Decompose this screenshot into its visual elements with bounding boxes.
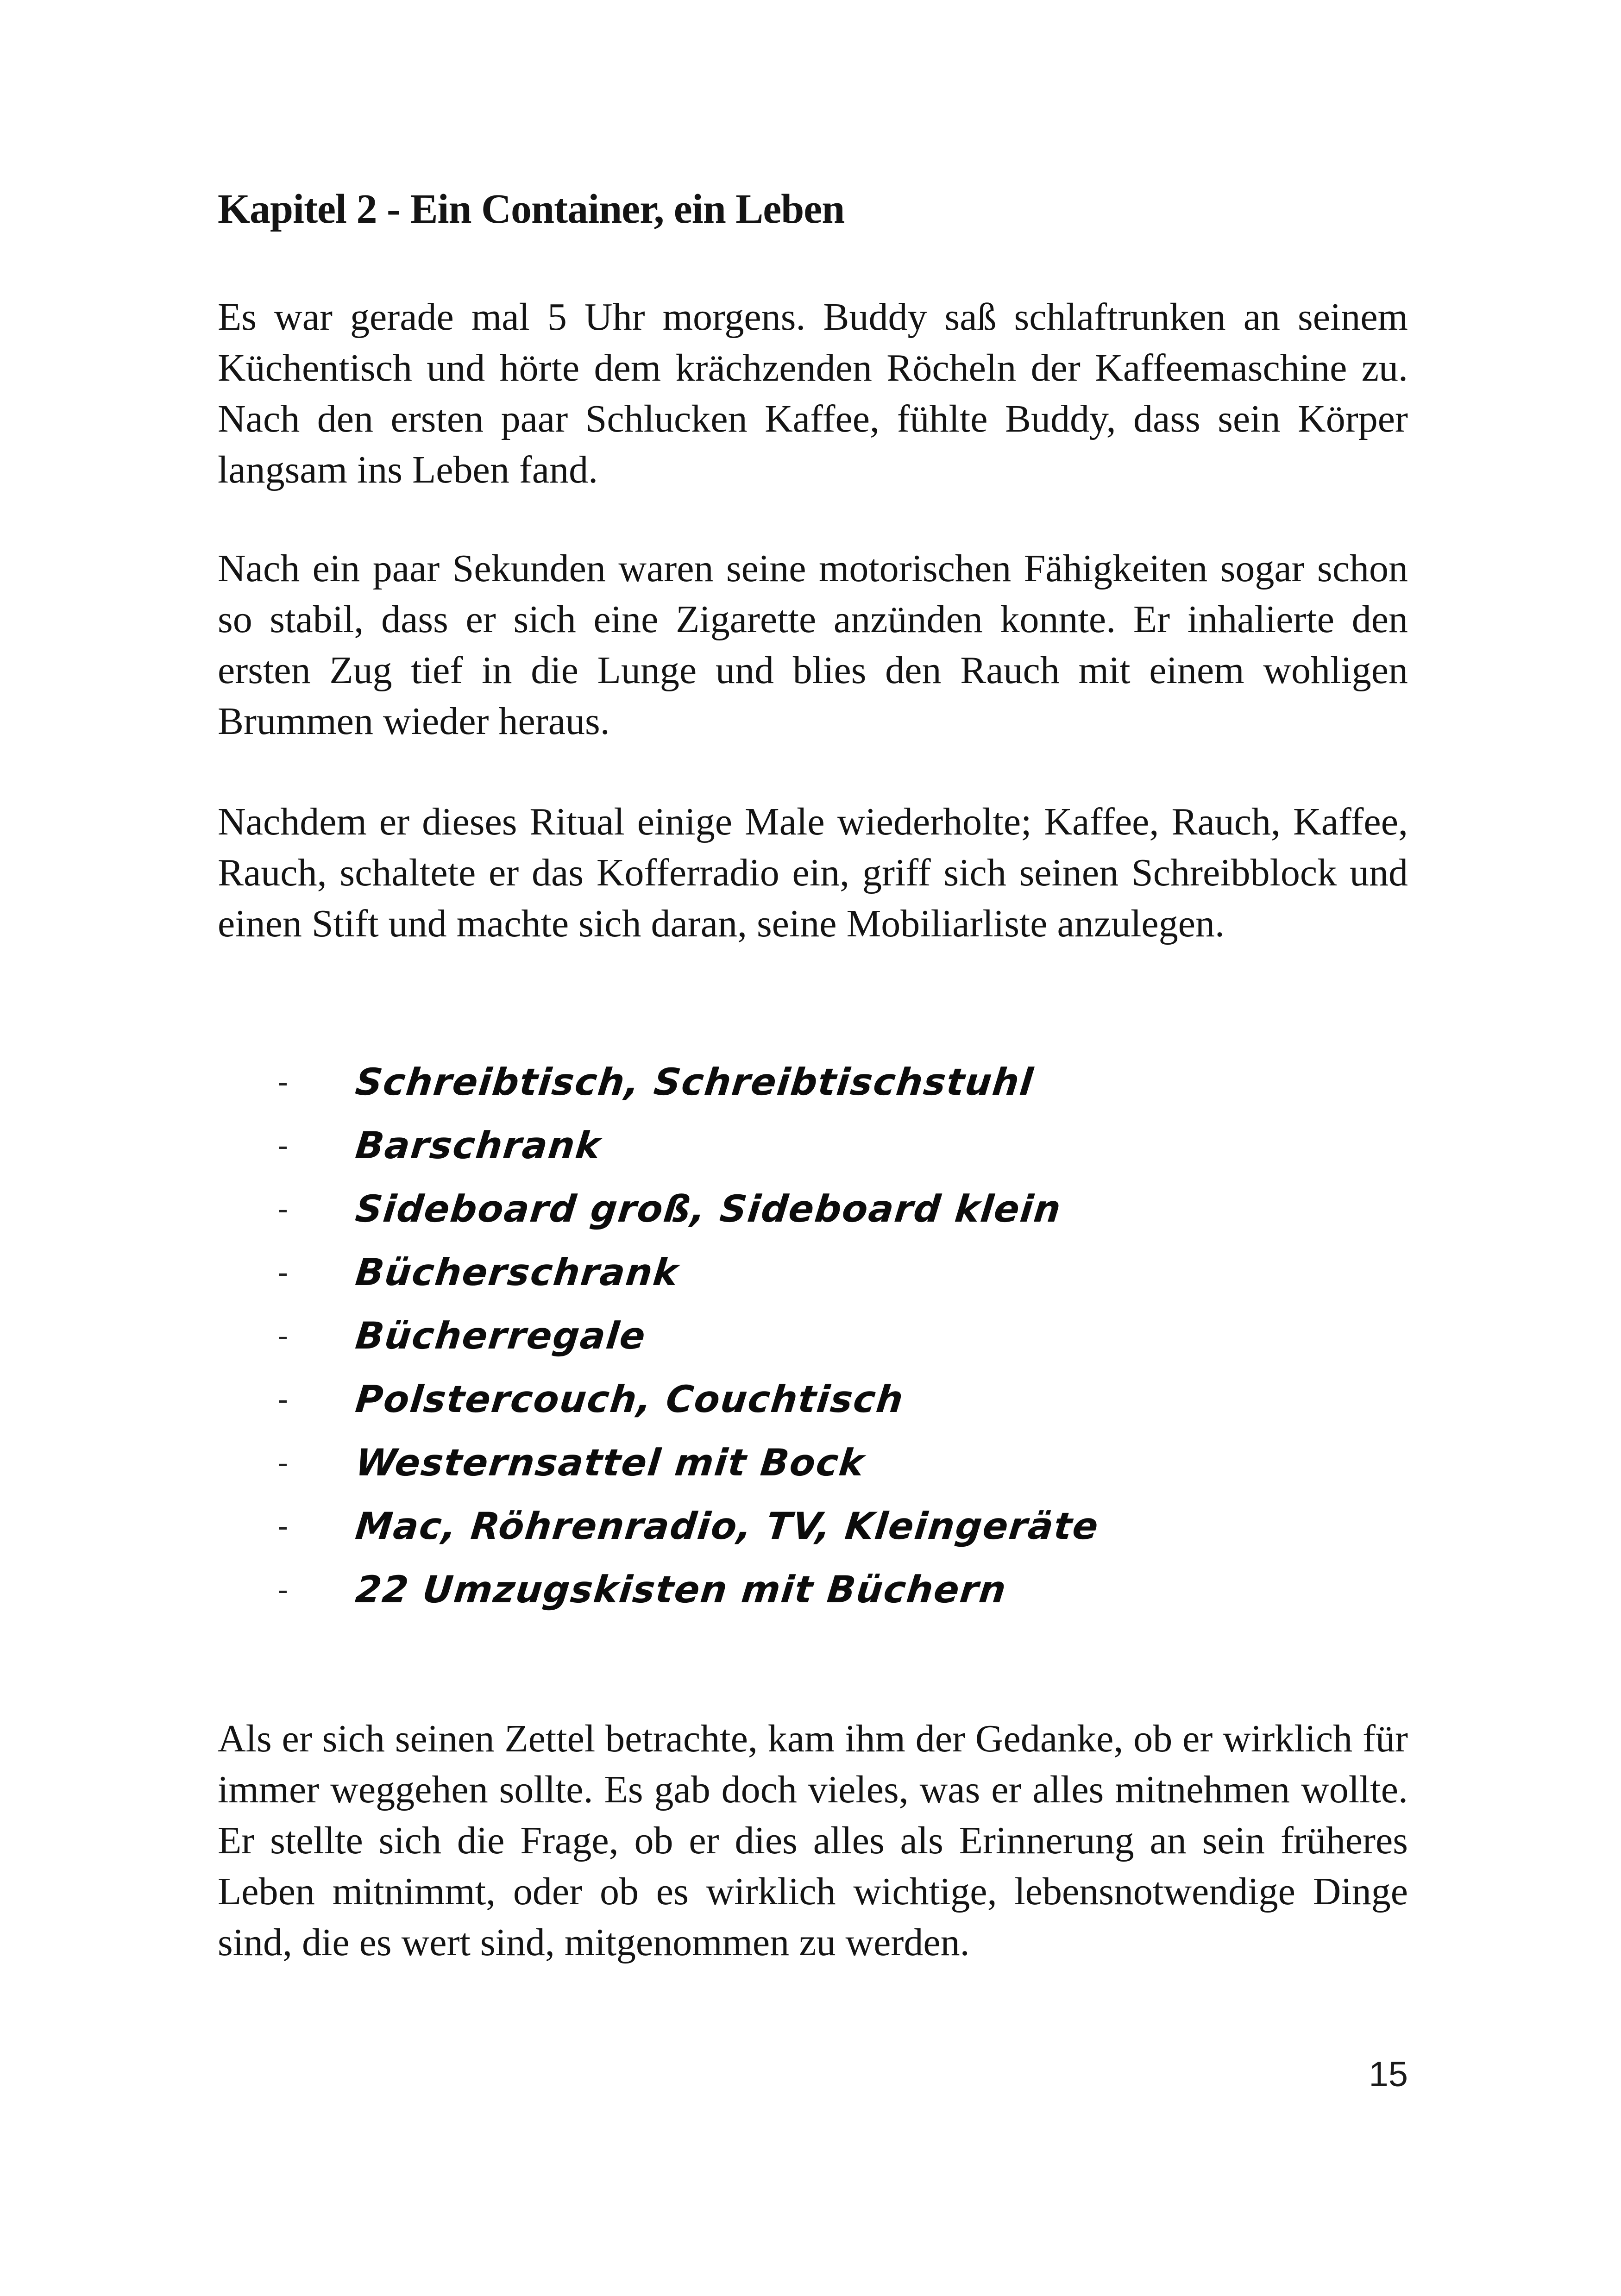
list-dash: - xyxy=(278,1192,288,1226)
paragraph-3: Nachdem er dieses Ritual einige Male wiederholte; Kaffee, Rauch, Kaffee, Rauch, schaltete er das Kofferradio ein, griff sich seinen Schreibblock und einen Stift und machte sich daran, seine Mobiliarliste anzulegen. xyxy=(218,800,1408,945)
list-item-text: Bücherregale xyxy=(353,1314,648,1357)
list-dash: - xyxy=(278,1255,288,1289)
list-dash: - xyxy=(278,1128,288,1162)
list-item xyxy=(278,1558,1408,1621)
list-item xyxy=(278,1494,1408,1558)
paragraph-2: Nach ein paar Sekunden waren seine motorischen Fähigkeiten sogar schon so stabil, dass er sich eine Zigarette anzünden konnte. Er inhalierte den ersten Zug tief in die Lunge und blies den Rauch mit einem wohligen Brummen wieder heraus. xyxy=(218,547,1408,743)
list-dash: - xyxy=(278,1318,288,1353)
list-dash: - xyxy=(278,1382,288,1416)
list-dash: - xyxy=(278,1572,288,1606)
list-item-text: Sideboard groß, Sideboard klein xyxy=(353,1187,1064,1230)
list-item xyxy=(278,1114,1408,1177)
furniture-list xyxy=(278,1050,1408,1621)
list-dash: - xyxy=(278,1065,288,1099)
list-item xyxy=(278,1241,1408,1304)
list-item-text: Westernsattel mit Bock xyxy=(353,1441,867,1484)
list-item xyxy=(278,1368,1408,1431)
page-number: 15 xyxy=(1369,2055,1408,2094)
list-item xyxy=(278,1431,1408,1494)
list-item-text: Barschrank xyxy=(353,1124,603,1167)
paragraph-1: Es war gerade mal 5 Uhr morgens. Buddy saß schlaftrunken an seinem Küchentisch und hörte dem krächzenden Röcheln der Kaffeemaschine zu. Nach den ersten paar Schlucken Kaffee, fühlte Buddy, dass sein Körper langsam ins Leben fand. xyxy=(218,295,1408,491)
chapter-title: Kapitel 2 - Ein Container, ein Leben xyxy=(218,186,845,232)
list-item-text: Bücherschrank xyxy=(353,1251,681,1294)
list-item xyxy=(278,1177,1408,1241)
list-item-text: Mac, Röhrenradio, TV, Kleingeräte xyxy=(353,1505,1101,1548)
list-item-text: Schreibtisch, Schreibtischstuhl xyxy=(353,1060,1036,1104)
list-item xyxy=(278,1304,1408,1368)
list-item-text: Polstercouch, Couchtisch xyxy=(353,1378,906,1421)
list-item xyxy=(278,1050,1408,1114)
paragraph-4: Als er sich seinen Zettel betrachte, kam ihm der Gedanke, ob er wirklich für immer weggehen sollte. Es gab doch vieles, was er alles mitnehmen wollte. Er stellte sich die Frage, ob er dies alles als Erinnerung an sein früheres Leben mitnimmt, oder ob es wirklich wichtige, lebensnotwendige Dinge sind, die es wert sind, mitgenommen zu werden. xyxy=(218,1717,1408,1964)
list-item-text: 22 Umzugskisten mit Büchern xyxy=(353,1568,1009,1611)
list-dash: - xyxy=(278,1509,288,1543)
list-dash: - xyxy=(278,1445,288,1480)
